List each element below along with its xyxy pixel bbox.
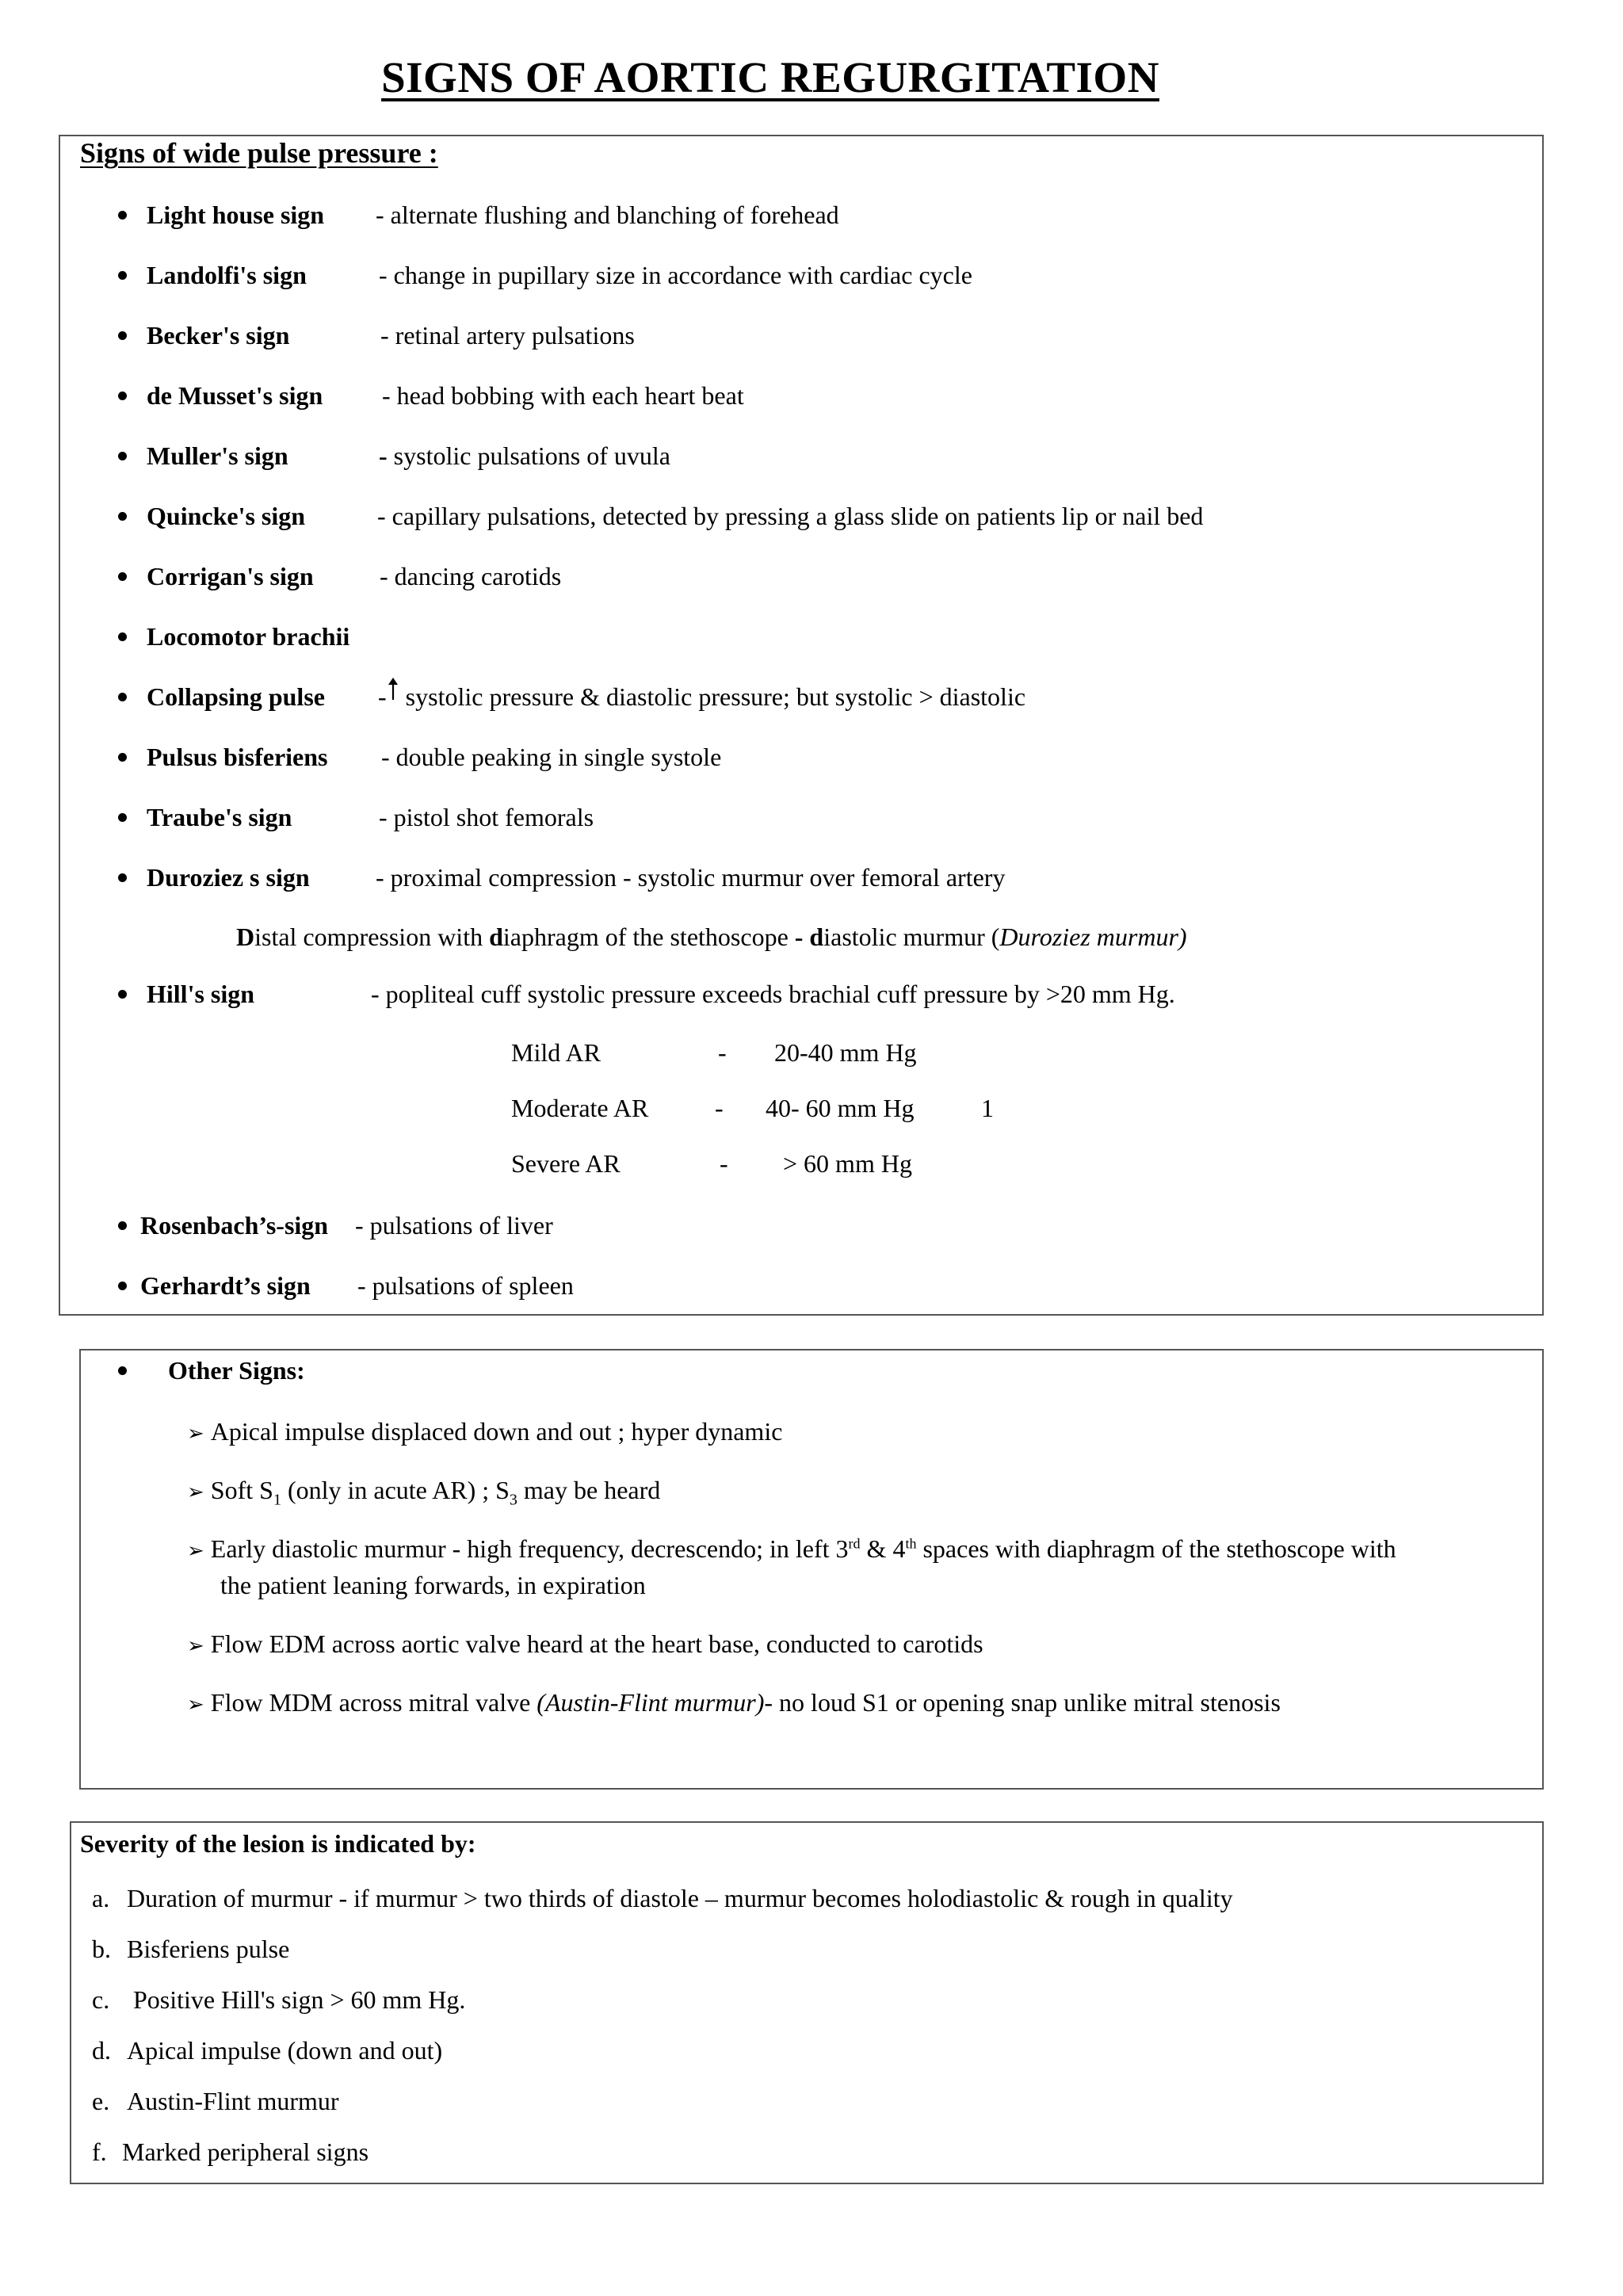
list-item: ➢ Flow EDM across aortic valve heard at the heart base, conducted to carotids bbox=[187, 1628, 983, 1662]
severity-item-letter: e. bbox=[92, 2087, 110, 2115]
sign-description: - proximal compression - systolic murmur over femoral artery bbox=[376, 863, 1006, 892]
sign-name: Muller's sign bbox=[147, 441, 288, 470]
severity-item-text: Apical impulse (down and out) bbox=[127, 2036, 443, 2065]
bullet bbox=[118, 632, 127, 641]
sign-description: - popliteal cuff systolic pressure exceeds brachial cuff pressure by >20 mm Hg. bbox=[371, 980, 1175, 1008]
severity-heading: Severity of the lesion is indicated by: bbox=[80, 1829, 476, 1858]
severity-item-letter: a. bbox=[92, 1884, 110, 1912]
bullet bbox=[118, 331, 127, 340]
severity-item-letter: d. bbox=[92, 2036, 111, 2065]
hills-row-value: > 60 mm Hg bbox=[783, 1149, 912, 1178]
duroziez-distal-line: Distal compression with diaphragm of the stethoscope - diastolic murmur (Duroziez murmur) bbox=[236, 923, 1187, 951]
sign-name: Rosenbach’s-sign bbox=[140, 1211, 329, 1240]
sign-description: - head bobbing with each heart beat bbox=[382, 381, 744, 410]
sign-description: - pulsations of spleen bbox=[357, 1271, 574, 1300]
bullet bbox=[118, 512, 127, 521]
bullet bbox=[118, 392, 127, 400]
sign-description-text: systolic pulsations of uvula bbox=[393, 441, 670, 470]
hills-row-value: 20-40 mm Hg bbox=[774, 1038, 917, 1067]
sign-description: - double peaking in single systole bbox=[381, 743, 722, 771]
sign-description: - pistol shot femorals bbox=[379, 803, 594, 831]
sign-name: Collapsing pulse bbox=[147, 682, 325, 711]
bullet bbox=[118, 452, 127, 460]
hills-row-label: Moderate AR bbox=[511, 1094, 649, 1122]
sign-name: Pulsus bisferiens bbox=[147, 743, 328, 771]
other-signs-heading: Other Signs: bbox=[168, 1356, 305, 1385]
bullet bbox=[118, 1282, 127, 1290]
bullet bbox=[118, 1366, 127, 1375]
hills-row-label: Mild AR bbox=[511, 1038, 601, 1067]
dash: - bbox=[379, 441, 388, 470]
list-item: ➢ Apical impulse displaced down and out ; hyper dynamic bbox=[187, 1415, 782, 1450]
bullet bbox=[118, 753, 127, 762]
sign-name: Landolfi's sign bbox=[147, 261, 307, 289]
sign-description: - dancing carotids bbox=[380, 562, 562, 590]
bullet bbox=[118, 1221, 127, 1230]
hills-row-extra: 1 bbox=[981, 1094, 994, 1122]
severity-item-text: Bisferiens pulse bbox=[127, 1935, 290, 1963]
bullet bbox=[118, 873, 127, 882]
sign-name: Locomotor brachii bbox=[147, 622, 350, 651]
sign-description bbox=[378, 681, 1025, 712]
arrowhead-bullet-icon: ➢ bbox=[187, 1539, 204, 1562]
bullet bbox=[118, 271, 127, 280]
sign-name: Traube's sign bbox=[147, 803, 292, 831]
sign-name: Gerhardt’s sign bbox=[140, 1271, 311, 1300]
severity-item-text: Duration of murmur - if murmur > two thirds of diastole – murmur becomes holodiastolic & rough in quality bbox=[127, 1884, 1233, 1912]
severity-item-letter: f. bbox=[92, 2137, 107, 2166]
hills-row-dash: - bbox=[720, 1149, 728, 1178]
arrowhead-bullet-icon: ➢ bbox=[187, 1693, 204, 1716]
wide-pulse-pressure-section bbox=[59, 135, 1544, 1316]
sign-description-text: systolic pressure & diastolic pressure; but systolic > diastolic bbox=[405, 682, 1026, 711]
sign-name: de Musset's sign bbox=[147, 381, 323, 410]
arrowhead-bullet-icon: ➢ bbox=[187, 1480, 204, 1503]
hills-row-dash: - bbox=[718, 1038, 727, 1067]
severity-item-text: Marked peripheral signs bbox=[122, 2137, 369, 2166]
hills-row-label: Severe AR bbox=[511, 1149, 621, 1178]
sign-name: Light house sign bbox=[147, 201, 325, 229]
list-item: ➢ Early diastolic murmur - high frequency, decrescendo; in left 3rd & 4th spaces with diaphragm of the stethoscope with bbox=[187, 1533, 1396, 1567]
arrowhead-bullet-icon: ➢ bbox=[187, 1634, 204, 1657]
sign-description: - alternate flushing and blanching of forehead bbox=[376, 201, 839, 229]
hills-row-value: 40- 60 mm Hg bbox=[766, 1094, 915, 1122]
list-item: ➢ Flow MDM across mitral valve (Austin-Flint murmur)- no loud S1 or opening snap unlike mitral stenosis bbox=[187, 1687, 1281, 1721]
sign-description bbox=[379, 440, 670, 472]
list-item-continued: the patient leaning forwards, in expiration bbox=[220, 1571, 646, 1599]
severity-item-letter: b. bbox=[92, 1935, 111, 1963]
sign-name: Quincke's sign bbox=[147, 502, 306, 530]
severity-item-text: Positive Hill's sign > 60 mm Hg. bbox=[127, 1985, 466, 2014]
sign-name: Becker's sign bbox=[147, 321, 290, 350]
bullet bbox=[118, 813, 127, 822]
sign-description: - change in pupillary size in accordance with cardiac cycle bbox=[379, 261, 972, 289]
arrowhead-bullet-icon: ➢ bbox=[187, 1422, 204, 1445]
dash: - bbox=[378, 682, 387, 711]
page-title: SIGNS OF AORTIC REGURGITATION bbox=[381, 53, 1159, 101]
severity-item-text: Austin-Flint murmur bbox=[127, 2087, 339, 2115]
bullet bbox=[118, 693, 127, 701]
sign-description: - retinal artery pulsations bbox=[380, 321, 635, 350]
sign-name: Hill's sign bbox=[147, 980, 255, 1008]
up-arrow-icon bbox=[387, 678, 399, 700]
list-item: ➢ Soft $S_1$ (only in acute AR) ; $S_3$ may be heard bbox=[187, 1476, 661, 1509]
severity-item-letter: c. bbox=[92, 1985, 110, 2014]
sign-description: - capillary pulsations, detected by pressing a glass slide on patients lip or nail bed bbox=[377, 502, 1204, 530]
bullet bbox=[118, 572, 127, 581]
sign-name: Corrigan's sign bbox=[147, 562, 314, 590]
bullet bbox=[118, 211, 127, 220]
wide-pulse-heading: Signs of wide pulse pressure : bbox=[80, 137, 438, 169]
hills-row-dash: - bbox=[715, 1094, 724, 1122]
sign-description: - pulsations of liver bbox=[355, 1211, 553, 1240]
sign-name: Duroziez s sign bbox=[147, 863, 310, 892]
bullet bbox=[118, 990, 127, 999]
